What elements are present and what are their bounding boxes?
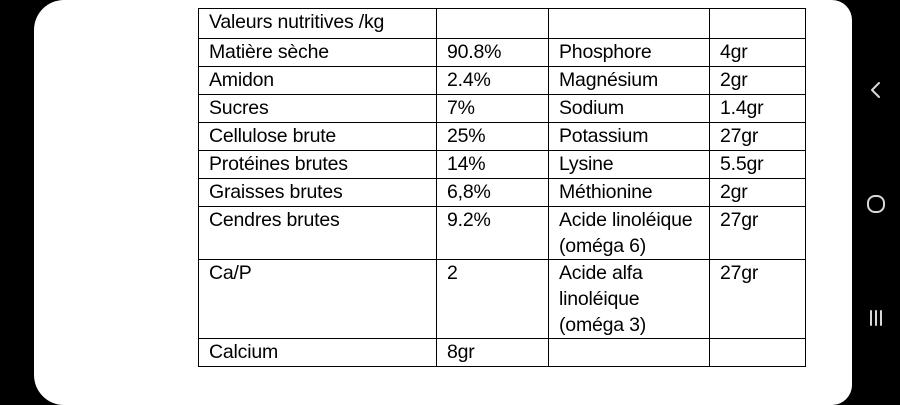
table-cell: 2 <box>437 260 549 339</box>
table-cell: Sodium <box>549 95 710 123</box>
table-cell: 27gr <box>710 207 806 260</box>
table-row <box>199 67 806 95</box>
table-cell: Ca/P <box>199 260 437 339</box>
table-cell: 14% <box>437 151 549 179</box>
table-cell: Sucres <box>199 95 437 123</box>
table-cell: 25% <box>437 123 549 151</box>
document-viewer[interactable] <box>34 0 852 405</box>
table-header-cell <box>710 9 806 39</box>
table-cell: Acide alfa linoléique (oméga 3) <box>549 260 710 339</box>
table-cell: Graisses brutes <box>199 179 437 207</box>
table-cell: 9.2% <box>437 207 549 260</box>
home-circle-icon <box>865 193 887 215</box>
table-cell: 27gr <box>710 123 806 151</box>
table-cell: Potassium <box>549 123 710 151</box>
table-cell: Amidon <box>199 67 437 95</box>
recents-bars-icon <box>866 308 886 328</box>
table-cell: 1.4gr <box>710 95 806 123</box>
table-cell: 90.8% <box>437 39 549 67</box>
table-cell: Cellulose brute <box>199 123 437 151</box>
table-cell: 7% <box>437 95 549 123</box>
table-row <box>199 39 806 67</box>
recents-button[interactable] <box>860 302 892 334</box>
back-button[interactable] <box>860 74 892 106</box>
table-cell: Lysine <box>549 151 710 179</box>
table-cell: Méthionine <box>549 179 710 207</box>
table-cell: 27gr <box>710 260 806 339</box>
table-header-row <box>199 9 806 39</box>
table-cell: Magnésium <box>549 67 710 95</box>
table-cell: Phosphore <box>549 39 710 67</box>
table-cell: 2gr <box>710 67 806 95</box>
table-row <box>199 95 806 123</box>
table-header-cell <box>437 9 549 39</box>
table-cell: 4gr <box>710 39 806 67</box>
table-cell <box>710 339 806 367</box>
table-cell <box>549 339 710 367</box>
table-row <box>199 207 806 260</box>
table-cell: Cendres brutes <box>199 207 437 260</box>
table-cell: 2.4% <box>437 67 549 95</box>
home-button[interactable] <box>860 188 892 220</box>
table-cell: 6,8% <box>437 179 549 207</box>
table-cell: Calcium <box>199 339 437 367</box>
table-header-cell <box>549 9 710 39</box>
table-cell: Matière sèche <box>199 39 437 67</box>
table-cell: 8gr <box>437 339 549 367</box>
table-header-cell: Valeurs nutritives /kg <box>199 9 437 39</box>
table-cell: Protéines brutes <box>199 151 437 179</box>
table-row <box>199 260 806 339</box>
table-row <box>199 179 806 207</box>
table-cell: Acide linoléique (oméga 6) <box>549 207 710 260</box>
table-cell: 5.5gr <box>710 151 806 179</box>
table-row <box>199 123 806 151</box>
chevron-left-icon <box>868 80 884 100</box>
navigation-bar <box>852 0 900 405</box>
nutrition-table <box>198 8 806 367</box>
table-row <box>199 151 806 179</box>
table-cell: 2gr <box>710 179 806 207</box>
table-row <box>199 339 806 367</box>
